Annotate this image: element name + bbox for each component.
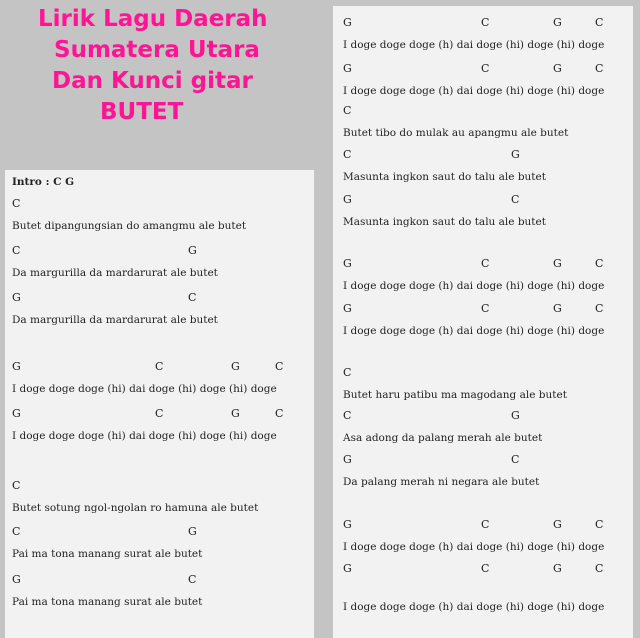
chord: C	[12, 197, 21, 210]
lyric-line: Butet sotung ngol-ngolan ro hamuna ale butet	[12, 502, 259, 514]
lyrics-panel-left	[5, 170, 314, 638]
chord: G	[511, 148, 520, 161]
title-line-2: Sumatera Utara	[54, 37, 260, 63]
chord: G	[231, 360, 240, 373]
chord: G	[12, 573, 21, 586]
title-line-1: Lirik Lagu Daerah	[38, 6, 268, 32]
lyric-line: I doge doge doge (hi) dai doge (hi) doge (hi) doge	[12, 430, 277, 442]
lyric-line: Da palang merah ni negara ale butet	[343, 476, 540, 488]
chord: C	[155, 360, 164, 373]
chord: C	[481, 257, 490, 270]
chord: C	[481, 518, 490, 531]
chord: G	[231, 407, 240, 420]
lyric-line: Masunta ingkon saut do talu ale butet	[343, 216, 546, 228]
chord: C	[188, 291, 197, 304]
chord: G	[553, 16, 562, 29]
chord: C	[511, 453, 520, 466]
chord: C	[595, 562, 604, 575]
chord: C	[12, 525, 21, 538]
lyric-line: Pai ma tona manang surat ale butet	[12, 548, 203, 560]
lyric-line: I doge doge doge (h) dai doge (hi) doge (hi) doge	[343, 39, 605, 51]
chord: C	[343, 409, 352, 422]
lyric-line: Butet dipangungsian do amangmu ale butet	[12, 220, 247, 232]
chord: C	[481, 16, 490, 29]
chord: C	[595, 302, 604, 315]
chord: G	[343, 193, 352, 206]
chord: C	[275, 360, 284, 373]
chord: C	[155, 407, 164, 420]
chord: G	[12, 360, 21, 373]
chord: G	[343, 16, 352, 29]
title-line-3: Dan Kunci gitar	[52, 68, 253, 94]
lyric-line: Da margurilla da mardarurat ale butet	[12, 267, 218, 279]
chord: C	[595, 518, 604, 531]
chord: C	[188, 573, 197, 586]
chord: G	[553, 62, 562, 75]
lyric-line: I doge doge doge (hi) dai doge (hi) doge (hi) doge	[12, 383, 277, 395]
chord: G	[553, 257, 562, 270]
title-line-4: BUTET	[100, 99, 184, 125]
chord: G	[553, 302, 562, 315]
chord: G	[511, 409, 520, 422]
chord: G	[188, 244, 197, 257]
chord: C	[595, 257, 604, 270]
chord: G	[343, 562, 352, 575]
lyric-line: Butet haru patibu ma magodang ale butet	[343, 389, 567, 401]
chord: C	[511, 193, 520, 206]
chord: G	[553, 518, 562, 531]
lyrics-panel-right	[333, 6, 633, 638]
chord: C	[595, 62, 604, 75]
chord: C	[12, 479, 21, 492]
lyric-line: I doge doge doge (h) dai doge (hi) doge (hi) doge	[343, 541, 605, 553]
chord: C	[595, 16, 604, 29]
lyric-line: Asa adong da palang merah ale butet	[343, 432, 543, 444]
lyric-line: I doge doge doge (h) dai doge (hi) doge (hi) doge	[343, 325, 605, 337]
chord: C	[481, 562, 490, 575]
chord: C	[481, 302, 490, 315]
chord: C	[343, 148, 352, 161]
chord: G	[188, 525, 197, 538]
lyric-line: I doge doge doge (h) dai doge (hi) doge (hi) doge	[343, 85, 605, 97]
chord: G	[343, 62, 352, 75]
chord: C	[12, 244, 21, 257]
chord: G	[553, 562, 562, 575]
lyric-line: Butet tibo do mulak au apangmu ale butet	[343, 127, 569, 139]
chord: G	[343, 518, 352, 531]
chord: C	[481, 62, 490, 75]
chord: C	[343, 366, 352, 379]
chord: C	[275, 407, 284, 420]
chord: G	[12, 407, 21, 420]
lyric-line: I doge doge doge (h) dai doge (hi) doge (hi) doge	[343, 280, 605, 292]
chord: G	[343, 302, 352, 315]
lyric-line: Masunta ingkon saut do talu ale butet	[343, 171, 546, 183]
chord: G	[343, 257, 352, 270]
lyric-line: Da margurilla da mardarurat ale butet	[12, 314, 218, 326]
chord: C	[343, 104, 352, 117]
lyric-line: I doge doge doge (h) dai doge (hi) doge (hi) doge	[343, 601, 605, 613]
article-title	[38, 4, 308, 128]
lyric-line: Pai ma tona manang surat ale butet	[12, 596, 203, 608]
chord: G	[343, 453, 352, 466]
intro-line: Intro : C G	[12, 176, 75, 188]
chord: G	[12, 291, 21, 304]
